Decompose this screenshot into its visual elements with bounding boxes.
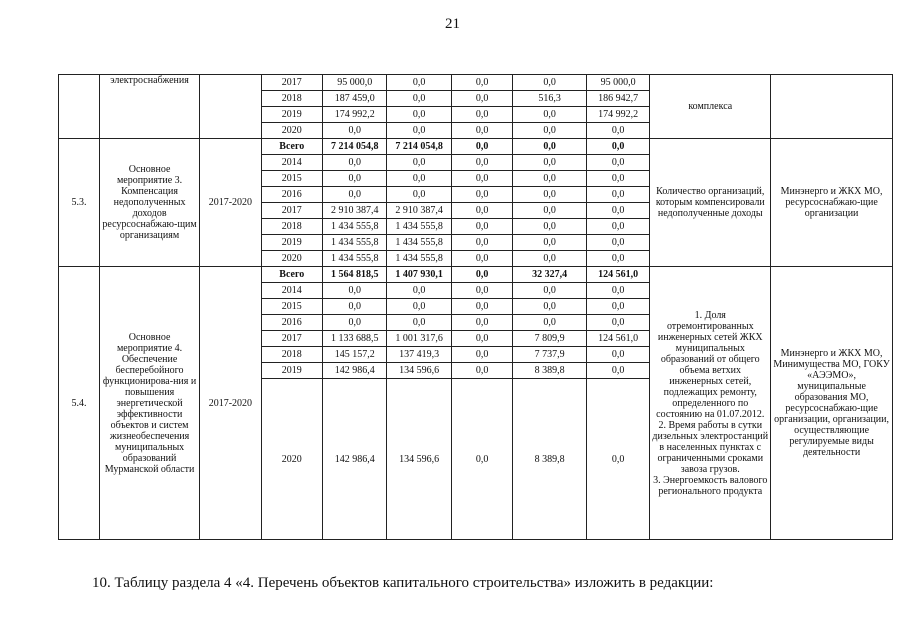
- value-cell: 0,0: [451, 75, 512, 91]
- table-body: [59, 75, 893, 540]
- value-cell: 0,0: [586, 299, 649, 315]
- value-cell: 0,0: [513, 107, 587, 123]
- year-cell: 2019: [261, 107, 322, 123]
- value-cell: 174 992,2: [586, 107, 649, 123]
- value-cell: 7 214 054,8: [387, 139, 451, 155]
- value-cell: 0,0: [513, 219, 587, 235]
- value-cell: 0,0: [451, 283, 512, 299]
- value-cell: 1 434 555,8: [322, 251, 386, 267]
- page-number: 21: [445, 16, 460, 32]
- measure-name-cell: электроснабжения: [99, 75, 199, 139]
- value-cell: 124 561,0: [586, 267, 649, 283]
- year-cell: 2019: [261, 363, 322, 379]
- indicator-item: 2. Время работы в сутки дизельных электростанций в населенных пунктах с ограниченными сроками завоза грузов.: [652, 419, 769, 475]
- value-cell: 0,0: [387, 315, 451, 331]
- value-cell: 187 459,0: [322, 91, 386, 107]
- year-cell: 2018: [261, 219, 322, 235]
- value-cell: 0,0: [451, 235, 512, 251]
- program-table: [58, 74, 893, 540]
- value-cell: 0,0: [387, 171, 451, 187]
- value-cell: 0,0: [322, 187, 386, 203]
- value-cell: 0,0: [513, 75, 587, 91]
- value-cell: 0,0: [513, 315, 587, 331]
- value-cell: 1 434 555,8: [322, 219, 386, 235]
- value-cell: 0,0: [513, 187, 587, 203]
- value-cell: 174 992,2: [322, 107, 386, 123]
- value-cell: 7 737,9: [513, 347, 587, 363]
- value-cell: 1 434 555,8: [387, 235, 451, 251]
- value-cell: 1 001 317,6: [387, 331, 451, 347]
- value-cell: 0,0: [451, 203, 512, 219]
- year-cell: 2020: [261, 251, 322, 267]
- year-cell: 2020: [261, 123, 322, 139]
- responsible-cell: [771, 75, 893, 139]
- year-cell: Всего: [261, 267, 322, 283]
- value-cell: 0,0: [513, 251, 587, 267]
- indicator-cell: комплекса: [650, 75, 771, 139]
- value-cell: 0,0: [586, 123, 649, 139]
- value-cell: 0,0: [322, 123, 386, 139]
- value-cell: 95 000,0: [586, 75, 649, 91]
- value-cell: 0,0: [451, 123, 512, 139]
- year-cell: 2019: [261, 235, 322, 251]
- year-cell: 2014: [261, 283, 322, 299]
- value-cell: 0,0: [586, 187, 649, 203]
- value-cell: 1 564 818,5: [322, 267, 386, 283]
- value-cell: 0,0: [513, 171, 587, 187]
- value-cell: 0,0: [451, 187, 512, 203]
- value-cell: 0,0: [451, 299, 512, 315]
- year-cell: 2014: [261, 155, 322, 171]
- value-cell: 0,0: [513, 155, 587, 171]
- value-cell: 142 986,4: [322, 379, 386, 540]
- value-cell: 142 986,4: [322, 363, 386, 379]
- year-cell: 2017: [261, 331, 322, 347]
- value-cell: 1 434 555,8: [387, 251, 451, 267]
- value-cell: 2 910 387,4: [322, 203, 386, 219]
- value-cell: 1 133 688,5: [322, 331, 386, 347]
- year-cell: 2015: [261, 299, 322, 315]
- value-cell: 7 809,9: [513, 331, 587, 347]
- year-cell: 2018: [261, 347, 322, 363]
- measure-name-cell: Основное мероприятие 3. Компенсация недополученных доходов ресурсоснабжаю-щим организациям: [99, 139, 199, 267]
- value-cell: 0,0: [586, 283, 649, 299]
- value-cell: 0,0: [322, 299, 386, 315]
- value-cell: 0,0: [387, 91, 451, 107]
- measure-name-cell: Основное мероприятие 4. Обеспечение бесперебойного функционирова-ния и повышения энергетической эффективности объектов и систем жизнеобеспечения муниципальных образований Мурманской области: [99, 267, 199, 540]
- value-cell: 0,0: [586, 251, 649, 267]
- value-cell: 8 389,8: [513, 363, 587, 379]
- value-cell: 0,0: [586, 155, 649, 171]
- value-cell: 7 214 054,8: [322, 139, 386, 155]
- year-cell: 2016: [261, 187, 322, 203]
- value-cell: 1 434 555,8: [387, 219, 451, 235]
- value-cell: 1 407 930,1: [387, 267, 451, 283]
- value-cell: 0,0: [513, 123, 587, 139]
- value-cell: 2 910 387,4: [387, 203, 451, 219]
- value-cell: 0,0: [387, 123, 451, 139]
- value-cell: 0,0: [387, 75, 451, 91]
- value-cell: 0,0: [513, 283, 587, 299]
- value-cell: 0,0: [586, 219, 649, 235]
- period-cell: [200, 75, 261, 139]
- value-cell: 0,0: [586, 235, 649, 251]
- period-cell: 2017-2020: [200, 139, 261, 267]
- value-cell: 0,0: [451, 363, 512, 379]
- row-number-cell: [59, 75, 100, 139]
- value-cell: 0,0: [513, 299, 587, 315]
- value-cell: 0,0: [451, 267, 512, 283]
- row-number-cell: 5.4.: [59, 267, 100, 540]
- value-cell: 124 561,0: [586, 331, 649, 347]
- value-cell: 0,0: [513, 235, 587, 251]
- value-cell: 516,3: [513, 91, 587, 107]
- value-cell: 0,0: [586, 171, 649, 187]
- value-cell: 0,0: [451, 251, 512, 267]
- value-cell: 0,0: [322, 315, 386, 331]
- period-cell: 2017-2020: [200, 267, 261, 540]
- table-row: [59, 267, 893, 283]
- value-cell: 0,0: [586, 139, 649, 155]
- responsible-cell: Минэнерго и ЖКХ МО, ресурсоснабжаю-щие организации: [771, 139, 893, 267]
- indicator-item: 1. Доля отремонтированных инженерных сетей ЖКХ муниципальных образований от общего объема ветхих инженерных сетей, подлежащих ремонту, определенного по состоянию на 01.07.2012.: [656, 309, 765, 420]
- value-cell: 95 000,0: [322, 75, 386, 91]
- value-cell: 0,0: [586, 363, 649, 379]
- value-cell: 0,0: [451, 219, 512, 235]
- value-cell: 0,0: [451, 331, 512, 347]
- value-cell: 0,0: [586, 203, 649, 219]
- year-cell: 2017: [261, 75, 322, 91]
- value-cell: 0,0: [451, 315, 512, 331]
- value-cell: 0,0: [586, 379, 649, 540]
- value-cell: 0,0: [451, 171, 512, 187]
- value-cell: 0,0: [387, 187, 451, 203]
- value-cell: 0,0: [322, 155, 386, 171]
- year-cell: 2020: [261, 379, 322, 540]
- value-cell: 0,0: [451, 155, 512, 171]
- indicator-item: 3. Энергоемкость валового регионального продукта: [653, 474, 768, 497]
- year-cell: 2017: [261, 203, 322, 219]
- value-cell: 0,0: [387, 107, 451, 123]
- year-cell: 2016: [261, 315, 322, 331]
- value-cell: 137 419,3: [387, 347, 451, 363]
- value-cell: 0,0: [387, 283, 451, 299]
- value-cell: 8 389,8: [513, 379, 587, 540]
- value-cell: 0,0: [451, 379, 512, 540]
- value-cell: 0,0: [322, 171, 386, 187]
- value-cell: 1 434 555,8: [322, 235, 386, 251]
- value-cell: 0,0: [586, 315, 649, 331]
- value-cell: 0,0: [387, 299, 451, 315]
- year-cell: 2018: [261, 91, 322, 107]
- indicator-cell: [650, 267, 771, 540]
- value-cell: 134 596,6: [387, 379, 451, 540]
- value-cell: 0,0: [387, 155, 451, 171]
- indicator-cell: Количество организаций, которым компенсировали недополученные доходы: [650, 139, 771, 267]
- value-cell: 0,0: [451, 91, 512, 107]
- value-cell: 32 327,4: [513, 267, 587, 283]
- value-cell: 0,0: [586, 347, 649, 363]
- value-cell: 0,0: [513, 139, 587, 155]
- value-cell: 0,0: [451, 139, 512, 155]
- value-cell: 0,0: [322, 283, 386, 299]
- table-row: [59, 139, 893, 155]
- value-cell: 186 942,7: [586, 91, 649, 107]
- value-cell: 145 157,2: [322, 347, 386, 363]
- footer-instruction: 10. Таблицу раздела 4 «4. Перечень объектов капитального строительства» изложить в редакции:: [92, 575, 714, 591]
- value-cell: 0,0: [451, 347, 512, 363]
- row-number-cell: 5.3.: [59, 139, 100, 267]
- year-cell: Всего: [261, 139, 322, 155]
- year-cell: 2015: [261, 171, 322, 187]
- value-cell: 134 596,6: [387, 363, 451, 379]
- table-row: [59, 75, 893, 91]
- responsible-cell: Минэнерго и ЖКХ МО, Минимущества МО, ГОКУ «АЭЭМО», муниципальные образования МО, ресурсоснабжаю-щие организации, организации, осуществляющие регулируемые виды деятельности: [771, 267, 893, 540]
- value-cell: 0,0: [513, 203, 587, 219]
- value-cell: 0,0: [451, 107, 512, 123]
